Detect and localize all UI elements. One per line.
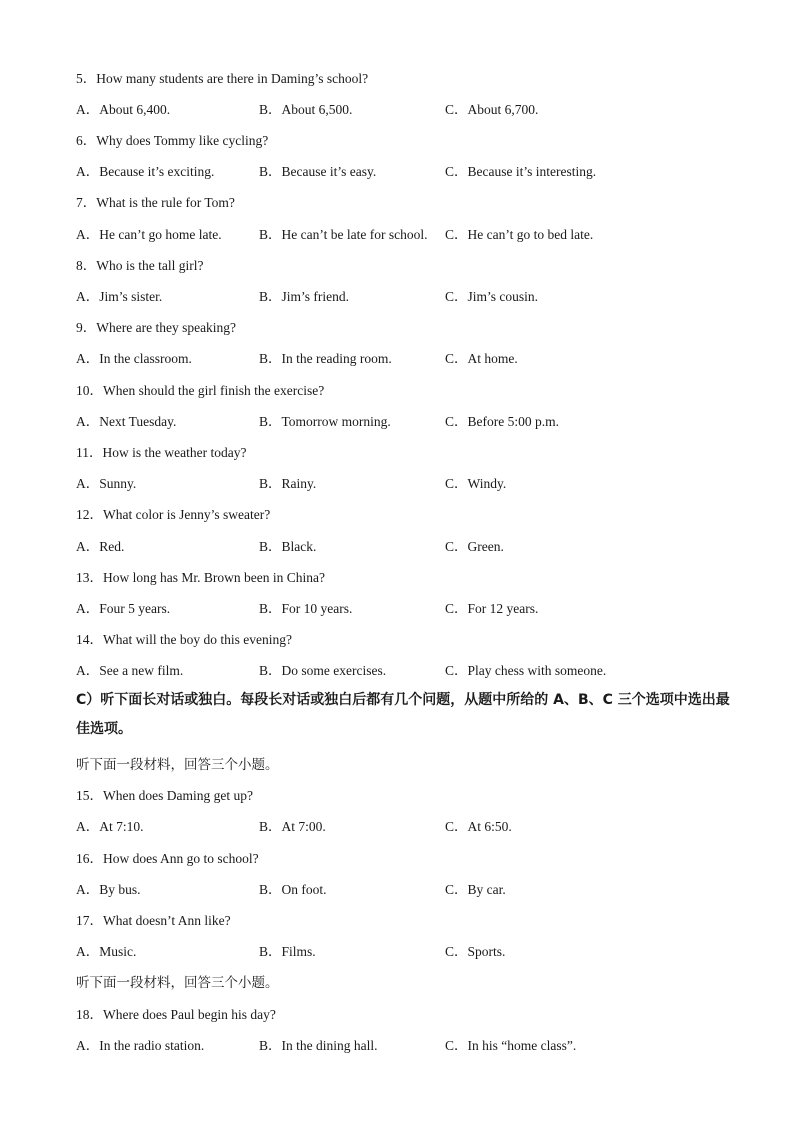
option-b: B．About 6,500. [259,102,353,117]
option-c: C．Play chess with someone. [445,663,607,678]
question-10-stem: 10．When should the girl finish the exercise? [76,383,325,398]
option-b: B．In the dining hall. [259,1038,378,1053]
question-18-options [76,1034,756,1054]
question-8-stem: 8．Who is the tall girl? [76,258,204,273]
option-b: B．Tomorrow morning. [259,414,391,429]
option-c: C．For 12 years. [445,601,539,616]
option-b: B．Films. [259,944,316,959]
question-18-stem: 18．Where does Paul begin his day? [76,1007,276,1022]
question-12-stem: 12．What color is Jenny’s sweater? [76,507,271,522]
question-17-stem: 17．What doesn’t Ann like? [76,913,231,928]
option-b: B．At 7:00. [259,819,326,834]
question-15-options [76,815,756,835]
option-b: B．For 10 years. [259,601,353,616]
option-b: B．Do some exercises. [259,663,387,678]
question-17-options [76,940,756,960]
question-16-stem: 16．How does Ann go to school? [76,851,259,866]
option-a: A．By bus. [76,882,141,897]
option-a: A．Red. [76,539,125,554]
option-b: B．He can’t be late for school. [259,227,428,242]
question-11-stem: 11．How is the weather today? [76,445,247,460]
question-12-options [76,535,756,555]
option-c: C．Windy. [445,476,507,491]
question-5-stem: 5．How many students are there in Daming’s school? [76,71,369,86]
listening-instruction: 听下面一段材料，回答三个小题。 [76,757,279,773]
option-c: C．At 6:50. [445,819,512,834]
option-a: A．Music. [76,944,137,959]
question-13-stem: 13．How long has Mr. Brown been in China? [76,570,325,585]
listening-instruction: 听下面一段材料，回答三个小题。 [76,975,279,991]
question-7-options [76,223,756,243]
option-c: C．Green. [445,539,504,554]
question-14-stem: 14．What will the boy do this evening? [76,632,292,647]
option-c: C．About 6,700. [445,102,539,117]
question-6-options [76,160,756,180]
question-6-stem: 6．Why does Tommy like cycling? [76,133,269,148]
question-16-options [76,878,756,898]
option-a: A．Jim’s sister. [76,289,163,304]
option-a: A．Next Tuesday. [76,414,177,429]
question-15-stem: 15．When does Daming get up? [76,788,253,803]
option-a: A．In the radio station. [76,1038,205,1053]
question-9-options [76,347,756,367]
question-8-options [76,285,756,305]
question-11-options [76,472,756,492]
option-c: C．He can’t go to bed late. [445,227,594,242]
option-c: C．At home. [445,351,518,366]
question-5-options [76,98,756,118]
option-c: C．Before 5:00 p.m. [445,414,559,429]
option-b: B．Black. [259,539,317,554]
option-b: B．Jim’s friend. [259,289,349,304]
option-a: A．At 7:10. [76,819,144,834]
option-a: A．He can’t go home late. [76,227,222,242]
option-a: A．Because it’s exciting. [76,164,215,179]
option-c: C．Jim’s cousin. [445,289,539,304]
option-c: C．Because it’s interesting. [445,164,597,179]
question-13-options [76,597,756,617]
option-c: C．By car. [445,882,506,897]
option-b: B．Because it’s easy. [259,164,377,179]
question-9-stem: 9．Where are they speaking? [76,320,237,335]
option-b: B．In the reading room. [259,351,392,366]
option-b: B．Rainy. [259,476,317,491]
option-b: B．On foot. [259,882,327,897]
option-c: C．In his “home class”. [445,1038,577,1053]
option-a: A．Sunny. [76,476,137,491]
option-c: C．Sports. [445,944,506,959]
section-c-heading: C）听下面长对话或独白。每段长对话或独白后都有几个问题，从题中所给的 A、B、C 三个选项中选出最佳选项。 [76,692,730,737]
option-a: A．See a new film. [76,663,184,678]
question-14-options [76,659,756,679]
question-7-stem: 7．What is the rule for Tom? [76,195,235,210]
option-a: A．About 6,400. [76,102,171,117]
question-10-options [76,410,756,430]
option-a: A．Four 5 years. [76,601,171,616]
option-a: A．In the classroom. [76,351,192,366]
